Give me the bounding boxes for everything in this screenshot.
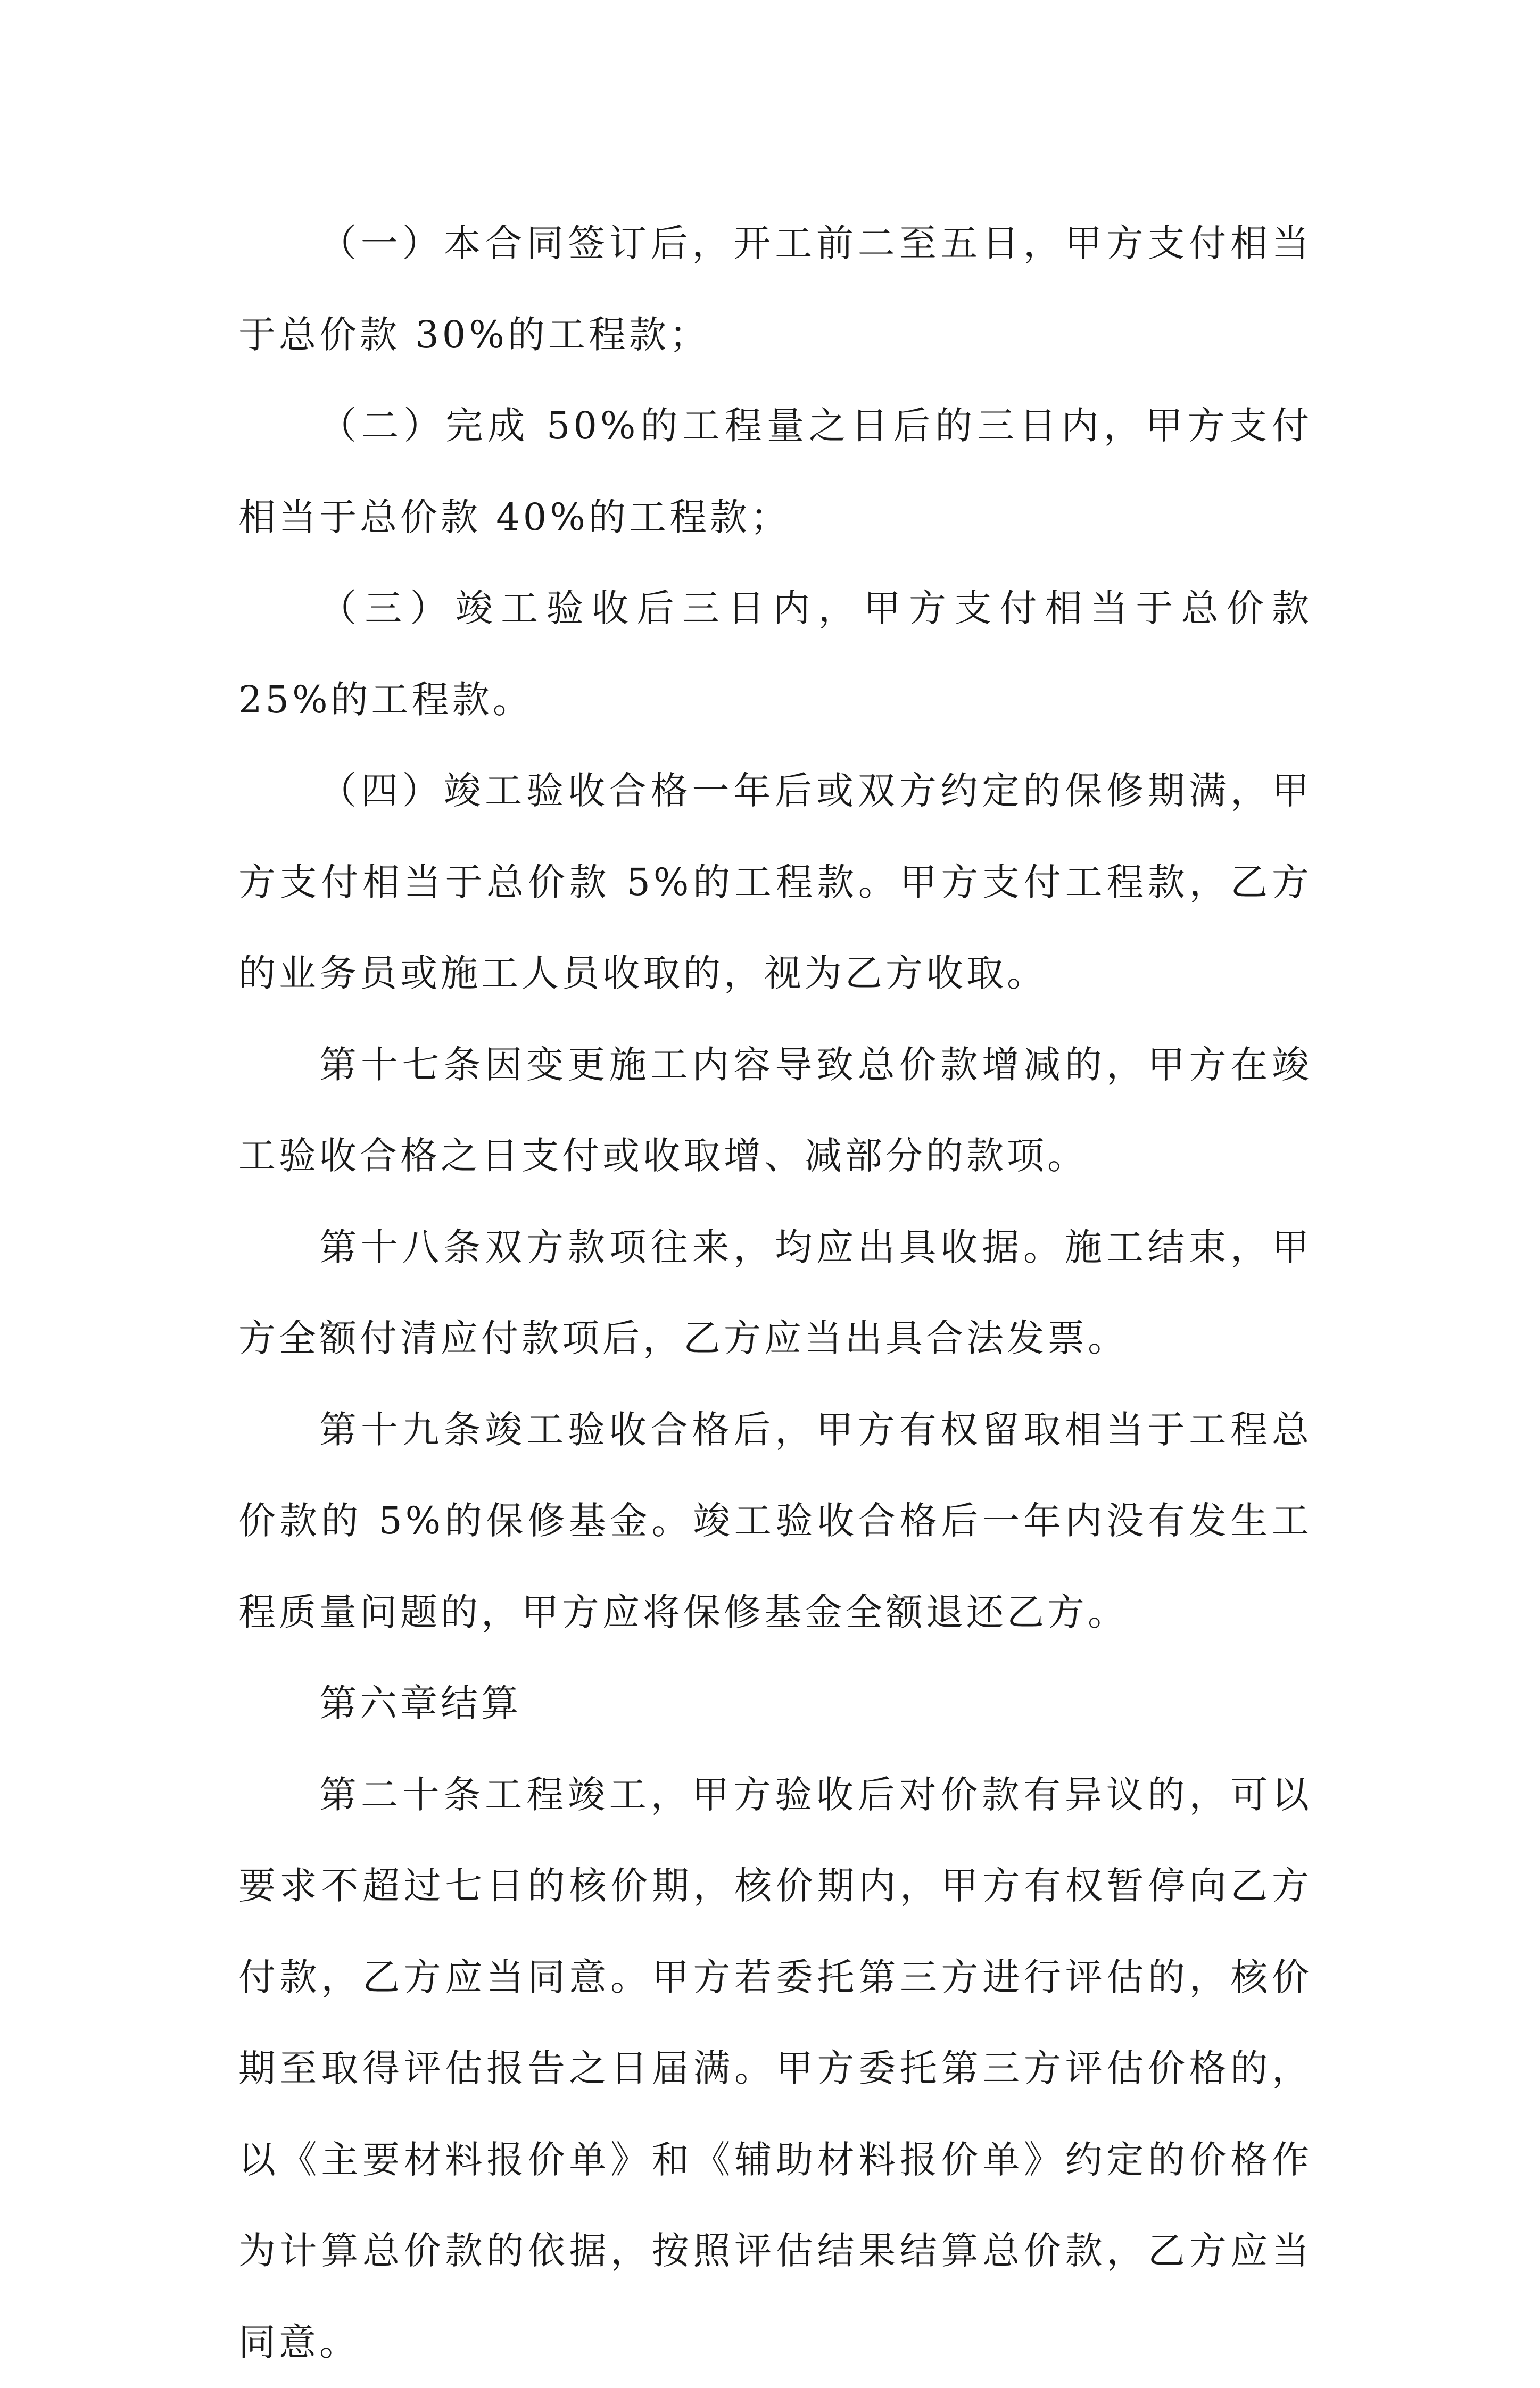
paragraph-payment-4: （四）竣工验收合格一年后或双方约定的保修期满，甲方支付相当于总价款 5%的工程款。甲方支付工程款，乙方的业务员或施工人员收取的，视为乙方收取。 — [238, 745, 1312, 1019]
paragraph-payment-1: （一）本合同签订后，开工前二至五日，甲方支付相当于总价款 30%的工程款； — [238, 198, 1312, 380]
chapter-heading: 第六章结算 — [238, 1658, 1312, 1749]
document-body — [238, 198, 1312, 2388]
paragraph-article-18: 第十八条双方款项往来，均应出具收据。施工结束，甲方全额付清应付款项后，乙方应当出具合法发票。 — [238, 1202, 1312, 1384]
paragraph-article-20: 第二十条工程竣工，甲方验收后对价款有异议的，可以要求不超过七日的核价期，核价期内，甲方有权暂停向乙方付款，乙方应当同意。甲方若委托第三方进行评估的，核价期至取得评估报告之日届满。甲方委托第三方评估价格的，以《主要材料报价单》和《辅助材料报价单》约定的价格作为计算总价款的依据，按照评估结果结算总价款，乙方应当同意。 — [238, 1749, 1312, 2388]
paragraph-article-17: 第十七条因变更施工内容导致总价款增减的，甲方在竣工验收合格之日支付或收取增、减部分的款项。 — [238, 1019, 1312, 1202]
paragraph-payment-3: （三）竣工验收后三日内，甲方支付相当于总价款 25%的工程款。 — [238, 563, 1312, 745]
paragraph-payment-2: （二）完成 50%的工程量之日后的三日内，甲方支付相当于总价款 40%的工程款； — [238, 380, 1312, 563]
paragraph-article-19: 第十九条竣工验收合格后，甲方有权留取相当于工程总价款的 5%的保修基金。竣工验收合格后一年内没有发生工程质量问题的，甲方应将保修基金全额退还乙方。 — [238, 1384, 1312, 1659]
